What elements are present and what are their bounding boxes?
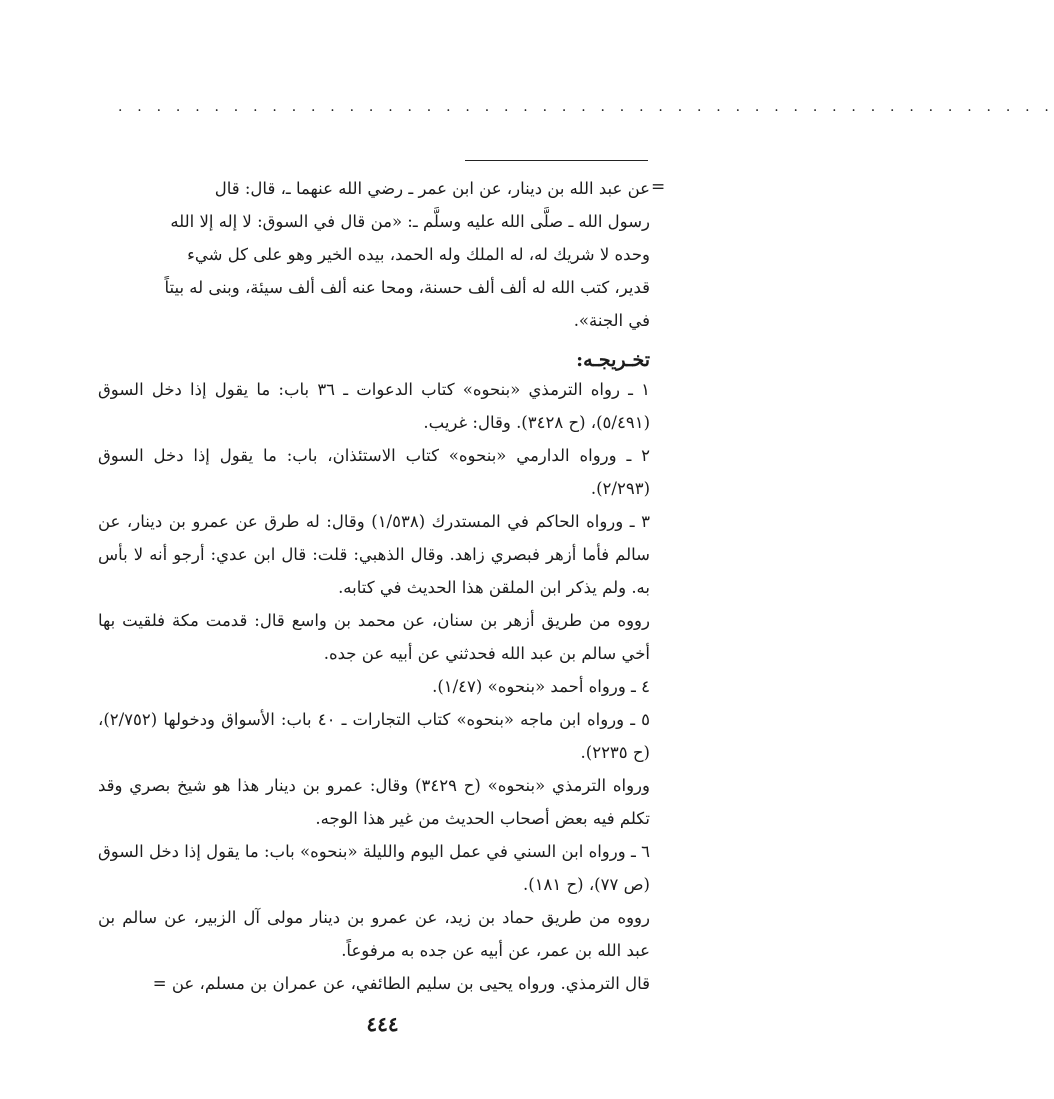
hadith-line: رسول الله ـ صلَّى الله عليه وسلَّم ـ: «من قال في السوق: لا إله إلا الله [170,212,650,231]
takhrij-paragraph: ٢ ـ ورواه الدارمي «بنحوه» كتاب الاستئذان، باب: ما يقول إذا دخل السوق (٢/٢٩٣). [98,446,650,498]
hadith-line: وحده لا شريك له، له الملك وله الحمد، بيده الخير وهو على كل شيء [187,245,650,264]
hadith-line: عن عبد الله بن دينار، عن ابن عمر ـ رضي الله عنهما ـ، قال: قال [214,179,650,198]
takhrij-paragraph: ورواه الترمذي «بنحوه» (ح ٣٤٢٩) وقال: عمرو بن دينار هذا هو شيخ بصري وقد تكلم فيه بعض أصحاب الحديث من غير هذا الوجه. [98,776,650,828]
hadith-text [98,172,650,337]
takhrij-paragraph: ٤ ـ ورواه أحمد «بنحوه» (١/٤٧). [432,677,650,696]
header-dotted-line: · · · · · · · · · · · · · · · · · · · · · · · · · · · · · · · · · · · · · · · · · · · · · · · · · [118,103,1054,119]
takhrij-paragraph: ٣ ـ ورواه الحاكم في المستدرك (١/٥٣٨) وقال: له طرق عن عمرو بن دينار، عن سالم فأما أزهر فبصري زاهد. وقال الذهبي: قلت: قال ابن عدي: أرجو أنه لا بأس به. ولم يذكر ابن الملقن هذا الحديث في كتابه. [98,512,651,597]
takhrij-paragraph: ٦ ـ ورواه ابن السني في عمل اليوم والليلة «بنحوه» باب: ما يقول إذا دخل السوق (ص ٧٧)، (ح ١٨١). [98,842,650,894]
takhrij-paragraph: قال الترمذي. ورواه يحيى بن سليم الطائفي، عن عمران بن مسلم، عن = [152,974,650,993]
takhrij-paragraph: رووه من طريق حماد بن زيد، عن عمرو بن دينار مولى آل الزبير، عن سالم بن عبد الله بن عمر، عن أبيه عن جده به مرفوعاً. [98,908,650,960]
takhrij-heading: تخـريجـه: [576,349,650,371]
takhrij-body [98,373,650,1000]
footnote-separator-rule [465,160,648,161]
hadith-line: في الجنة». [573,311,650,330]
takhrij-paragraph: رووه من طريق أزهر بن سنان، عن محمد بن واسع قال: قدمت مكة فلقيت بها أخي سالم بن عبد الله فحدثني عن أبيه عن جده. [98,611,650,663]
takhrij-paragraph: ٥ ـ ورواه ابن ماجه «بنحوه» كتاب التجارات ـ ٤٠ باب: الأسواق ودخولها (٢/٧٥٢)، (ح ٢٢٣٥). [98,710,651,762]
page-number: ٤٤٤ [366,1012,399,1036]
hadith-line: قدير، كتب الله له ألف ألف حسنة، ومحا عنه ألف ألف سيئة، وبنى له بيتاً [164,278,650,297]
continuation-mark: = [651,177,666,197]
takhrij-paragraph: ١ ـ رواه الترمذي «بنحوه» كتاب الدعوات ـ ٣٦ باب: ما يقول إذا دخل السوق (٥/٤٩١)، (ح ٣٤٢٨). وقال: غريب. [98,380,651,432]
